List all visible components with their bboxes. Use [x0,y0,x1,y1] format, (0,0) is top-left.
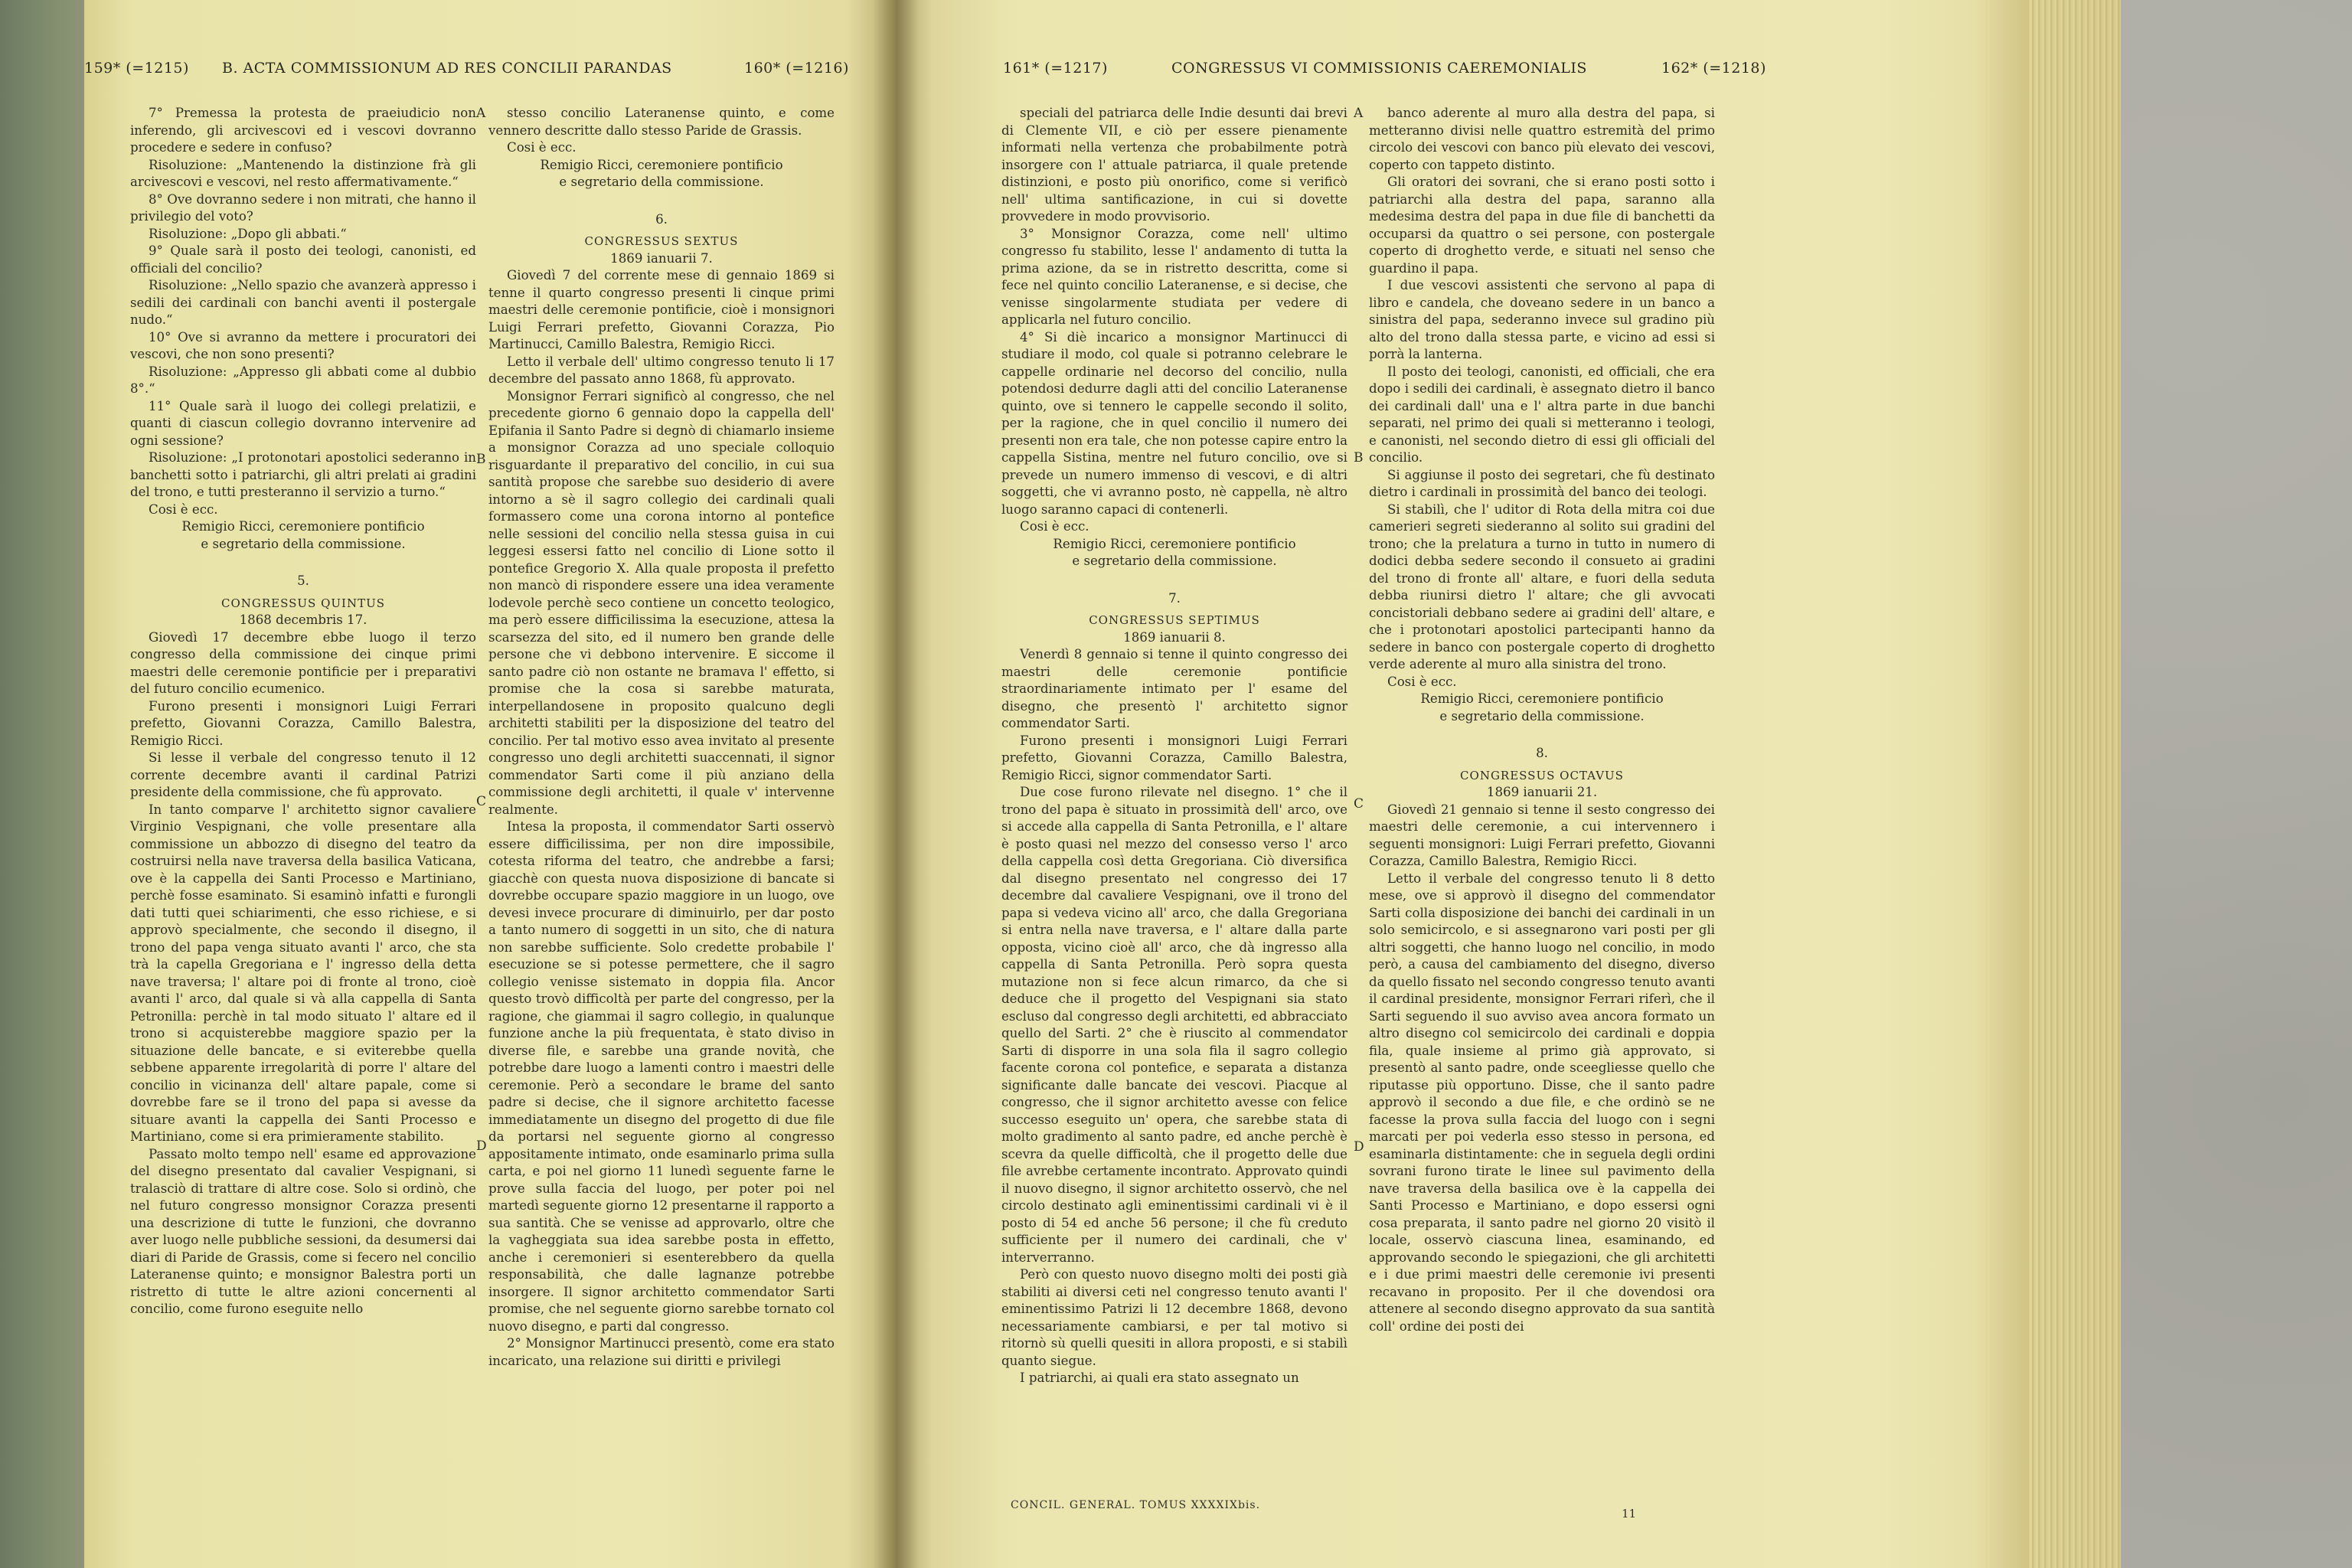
paragraph: I patriarchi, ai quali era stato assegnato un [1020,1370,1299,1385]
paragraph: 3° Monsignor Corazza, come nell' ultimo congresso fu stabilito, lesse l' andamento di tutta la prima azione, da se in ristretto descritta, come si fece nel quinto concilio Lateranense, e si decise, che venisse singolarmente studiata per vedere di applicarla nel futuro concilio. [1001,226,1348,327]
paragraph: Remigio Ricci, ceremoniere pontificio [1420,691,1664,706]
right-page-number: 161* (=1217) [1003,60,1108,77]
paragraph: 11° Quale sarà il luogo dei collegi prelatizii, e quanti di ciascun collegio dovranno intervenire ad ogni sessione? [130,398,476,448]
left-running-head: B. ACTA COMMISSIONUM AD RES CONCILII PARANDAS [222,60,672,77]
margin-marker-b: B [476,452,486,467]
margin-marker-c: C [1354,796,1364,812]
paragraph: banco aderente al muro alla destra del papa, si metteranno divisi nelle quattro estremità del primo circolo dei vescovi con banco più elevato dei vescovi, coperto con tappeto distinto. [1369,106,1715,172]
right-page [896,0,2121,1568]
paragraph: 6. [655,211,668,227]
paragraph: Monsignor Ferrari significò al congresso, che nel precedente giorno 6 gennaio dopo la cappella dell' Epifania il Santo Padre si degnò di chiamarlo insieme a monsignor Corazza ad uno speciale colloquio risguardante il preparativo del concilio, in cui sua santità propose che sarebbe suo desiderio di avere intorno a sè il sagro collegio dei cardinali quali formassero come una corona intorno al pontefice nelle sessioni del concilio nella stessa guisa in cui leggesi essersi fatto nel concilio di Lione sotto il pontefice Gregorio X. Alla quale proposta il prefetto non mancò di rispondere essere una idea veramente lodevole perchè seco contiene un concetto teologico, ma però essere difficilissima la esecuzione, attesa la scarsezza del sito, ed il numero ben grande delle persone che vi debbono intervenire. E siccome il santo padre ciò non ostante ne bramava l' effetto, si promise che la cosa si sarebbe maturata, interpellandosene in proposito qualcuno degli architetti stabiliti per la disposizione del teatro del concilio. Per tal motivo esso avea invitato al presente congresso uno degli architetti suaccennati, il signor commendator Sarti come il più anziano della commissione degli architetti, il quale v' intervenne realmente. [488,388,835,817]
paragraph: Cosi è ecc. [507,140,577,155]
paragraph: 1869 ianuarii 8. [1123,629,1226,645]
margin-marker-b: B [1354,450,1364,466]
paragraph: 2° Monsignor Martinucci presentò, come era stato incaricato, una relazione sui diritti e privilegi [488,1336,835,1368]
paragraph: e segretario della commissione. [1439,708,1645,724]
paragraph: Risoluzione: „Dopo gli abbati.“ [149,226,347,241]
left-column-2 [488,105,835,1370]
paragraph: Si stabilì, che l' uditor di Rota della mitra coi due camerieri segreti siederanno al solito sui gradini del trono; che la prelatura a turno in tutto in numero di dodici debba sedere secondo il consueto ai gradini del trono di fronte all' altare, e fuori della seduta debba riunirsi dietro l' altare; che gli avvocati concistoriali debbano sedere ai gradini dell' altare, e che i protonotari apostolici partecipanti hanno da sedere in banco con postergale coperto di droghetto verde aderente al muro alla sinistra del trono. [1369,501,1715,671]
paragraph: Risoluzione: „Nello spazio che avanzerà appresso i sedili dei cardinali con banchi aventi il postergale nudo.“ [130,278,476,327]
background-left [0,0,84,1568]
paragraph: Il posto dei teologi, canonisti, ed officiali, che era dopo i sedili dei cardinali, è assegnato dietro il banco dei cardinali dall' una e l' altra parte in due banchi separati, nel primo dei quali si metteranno i teologi, e canonisti, nel secondo dietro di essi gli officiali del concilio. [1369,364,1715,465]
margin-marker-d: D [476,1138,487,1154]
paragraph: 4° Si diè incarico a monsignor Martinucci di studiare il modo, col quale si potranno celebrare le cappelle ordinarie nel decorso del concilio, nulla potendosi dedurre dagli atti del concilio Lateranense quinto, ove si tennero le cappelle secondo il solito, per la ragione, che in quel concilio il numero dei presenti non era tale, che non potesse capire entro la cappella Sistina, mentre nel futuro concilio, ove si prevede un numero immenso di vescovi, e di altri soggetti, che vi avranno posto, nè cappella, nè altro luogo saranno capaci di contenerli. [1001,329,1348,517]
volume-footer: CONCIL. GENERAL. TOMUS XXXXIXbis. [1011,1499,1261,1511]
paragraph: Risoluzione: „I protonotari apostolici sederanno in banchetti sotto i patriarchi, gli altri prelati ai gradini del trono, e tutti presteranno il servizio a turno.“ [130,450,476,499]
paragraph: I due vescovi assistenti che servono al papa di libro e candela, che doveano sedere in un banco a sinistra del papa, sederanno invece sul gradino più alto del trono dalla stessa parte, e vicino ad essi si porrà la lanterna. [1369,278,1715,361]
right-page-number-alt: 162* (=1218) [1661,60,1766,77]
paragraph: Remigio Ricci, ceremoniere pontificio [1053,536,1296,551]
paragraph: Furono presenti i monsignori Luigi Ferrari prefetto, Giovanni Corazza, Camillo Balestra, Remigio Ricci. [130,698,476,748]
paragraph: Venerdì 8 gennaio si tenne il quinto congresso dei maestri delle ceremonie pontificie straordinariamente intimato per l' esame del disegno, che presentò l' architetto signor commendator Sarti. [1001,647,1348,730]
paragraph: Giovedì 7 del corrente mese di gennaio 1869 si tenne il quarto congresso presenti li cinque primi maestri delle ceremonie pontificie, cioè i monsignori Luigi Ferrari prefetto, Giovanni Corazza, Pio Martinucci, Camillo Balestra, Remigio Ricci. [488,268,835,351]
paragraph: Cosi è ecc. [1387,674,1457,689]
paragraph: Risoluzione: „Appresso gli abbati come al dubbio 8°.“ [130,364,476,396]
paragraph: 9° Quale sarà il posto dei teologi, canonisti, ed officiali del concilio? [130,243,476,276]
paragraph: CONGRESSUS SEXTUS [584,234,739,248]
paragraph: speciali del patriarca delle Indie desunti dai brevi di Clemente VII, e ciò per essere pienamente informati nella vertenza che probabilmente potrà insorgere con l' attuale patriarca, il quale pretende distinzioni, e posto più onorifico, come si verificò nell' ultima santificazione, in cui si dovette provvedere in modo provvisorio. [1001,106,1348,224]
paragraph: Si aggiunse il posto dei segretari, che fù destinato dietro i cardinali in prossimità del banco dei teologi. [1369,467,1715,499]
margin-marker-d: D [1354,1139,1364,1155]
paragraph: Gli oratori dei sovrani, che si erano posti sotto i patriarchi alla destra del papa, saranno alla medesima destra del papa in due file di banchetti da occuparsi da quattro o sei persone, con postergale coperto di droghetto verde, e situati nel senso che guardino il papa. [1369,175,1715,276]
right-running-head: CONGRESSUS VI COMMISSIONIS CAEREMONIALIS [1171,60,1587,77]
paragraph: 1869 ianuarii 7. [610,250,713,266]
paragraph: CONGRESSUS OCTAVUS [1460,768,1624,782]
paragraph: Cosi è ecc. [149,501,218,517]
paragraph: 1869 ianuarii 21. [1486,785,1598,799]
paragraph: 7. [1168,590,1181,606]
paragraph: 10° Ove si avranno da mettere i procuratori dei vescovi, che non sono presenti? [130,329,476,361]
left-page-number: 159* (=1215) [84,60,189,77]
paragraph: Cosi è ecc. [1020,519,1089,534]
paragraph: e segretario della commissione. [1072,554,1277,568]
paragraph: Furono presenti i monsignori Luigi Ferrari prefetto, Giovanni Corazza, Camillo Balestra, Remigio Ricci, signor commendator Sarti. [1001,733,1348,782]
margin-marker-a: A [1354,106,1364,121]
paragraph: 1868 decembris 17. [239,612,368,627]
paragraph: Remigio Ricci, ceremoniere pontificio [181,519,425,534]
left-page [84,0,896,1568]
paragraph: CONGRESSUS SEPTIMUS [1089,613,1260,627]
paragraph: Passato molto tempo nell' esame ed approvazione del disegno presentato dal cavalier Vespignani, si tralasciò di trattare di altre cose. Solo si ordinò, che nel futuro congresso monsignor Corazza presenti una descrizione di tutte le funzioni, che dovranno aver luogo nelle pubbliche sessioni, da desumersi dai diari di Paride de Grassis, come si fecero nel concilio Lateranense quinto; e monsignor Balestra porti un ristretto di tutte le altre azioni concernenti al concilio, come furono eseguite nello [130,1146,476,1316]
right-column-2 [1369,105,1715,1335]
signature-number: 11 [1622,1507,1637,1521]
page-edges [2029,0,2121,1568]
paragraph: e segretario della commissione. [559,175,764,189]
paragraph: Si lesse il verbale del congresso tenuto il 12 corrente decembre avanti il cardinal Patrizi presidente della commissione, che fù approvato. [130,750,476,799]
paragraph: Però con questo nuovo disegno molti dei posti già stabiliti ai diversi ceti nel congresso tenuto avanti l' eminentissimo Patrizi li 12 decembre 1868, devono necessariamente cambiarsi, e per tal motivo si ritornò sù quelli quesiti in allora proposti, e si stabilì quanto siegue. [1001,1267,1348,1368]
paragraph: 5. [297,573,309,588]
paragraph: Giovedì 21 gennaio si tenne il sesto congresso dei maestri delle ceremonie, a cui intervennero i seguenti monsignori: Luigi Ferrari prefetto, Giovanni Corazza, Camillo Balestra, Remigio Ricci. [1369,802,1715,868]
paragraph: Letto il verbale dell' ultimo congresso tenuto li 17 decembre del passato anno 1868, fù approvato. [488,354,835,386]
margin-marker-c: C [476,794,487,809]
left-column-1 [130,105,476,1318]
paragraph: Risoluzione: „Mantenendo la distinzione frà gli arcivescovi e vescovi, nel resto affermativamente.“ [130,157,476,189]
paragraph: Due cose furono rilevate nel disegno. 1° che il trono del papa è situato in prossimità dell' arco, ove si accede alla cappella di Santa Petronilla, e l' altare è posto quasi nel mezzo del consesso verso l' arco della cappella così detta Gregoriana. Ciò diversifica dal disegno presentato nel congresso dei 17 decembre dal cavaliere Vespignani, ove il trono del papa si vedeva vicino all' arco, che dalla Gregoriana si entra nella nave traversa, e l' altare dalla parte opposta, vicino cioè all' arco, che dà ingresso alla cappella di Santa Petronilla. Però sopra questa mutazione non si fece alcun rimarco, da che si deduce che il progetto del Vespignani sia stato escluso dal congresso degli architetti, ed abbracciato quello del Sarti. 2° che è riuscito al commendator Sarti di disporre in una sola fila il sagro collegio facente corona col pontefice, e separata a distanza significante dalle bancate dei vescovi. Piacque al congresso, che il signor architetto avesse con felice successo eseguito un' opera, che sarebbe stata di molto gradimento al santo padre, ed anche perchè è scevra da quelle difficoltà, che il progetto delle due file avrebbe certamente incontrato. Approvato quindi il nuovo disegno, il signor architetto osservò, che nel circolo destinato agli eminentissimi cardinali vi è il posto di 54 ed anche 56 persone; il che fù creduto sufficiente per il numero dei cardinali, che v' interverranno. [1001,785,1348,1265]
book-gutter [873,0,919,1568]
paragraph: CONGRESSUS QUINTUS [220,596,385,610]
paragraph: Giovedì 17 decembre ebbe luogo il terzo congresso della commissione dei cinque primi maestri delle ceremonie pontificie per i preparativi del futuro concilio ecumenico. [130,629,476,696]
paragraph: 8. [1536,746,1548,760]
paragraph: stesso concilio Lateranense quinto, e come vennero descritte dallo stesso Paride de Grassis. [488,106,835,138]
paragraph: 7° Premessa la protesta de praeiudicio non inferendo, gli arcivescovi ed i vescovi dovranno procedere e sedere in confuso? [130,106,476,155]
paragraph: e segretario della commissione. [201,536,406,551]
paragraph: Remigio Ricci, ceremoniere pontificio [540,157,783,172]
paragraph: 8° Ove dovranno sedere i non mitrati, che hanno il privilegio del voto? [130,191,476,224]
paragraph: In tanto comparve l' architetto signor cavaliere Virginio Vespignani, che volle presentare alla commissione un abbozzo di disegno del teatro da costruirsi nella nave traversa della basilica Vaticana, ove è la cappella dei Santi Processo e Martiniano, perchè fosse esaminato. Si esaminò infatti e furongli dati tutti quei schiarimenti, che esso richiese, e si approvò specialmente, che secondo il disegno, il trono del papa venga situato avanti l' arco, che sta trà la capella Gregoriana e l' ingresso della detta nave traversa; l' altare poi di fronte al trono, cioè avanti l' arco, dal quale si và alla cappella di Santa Petronilla: perchè in tal modo situato l' altare ed il trono si acquisterebbe maggiore spazio per la situazione delle bancate, e si eviterebbe quella sebbene apparente irregolarità di porre l' altare del concilio in vicinanza dell' altare papale, come si dovrebbe fare se il trono del papa si avesse da situare avanti la cappella dei Santi Processo e Martiniano, come si era primieramente stabilito. [130,802,476,1144]
margin-marker-a: A [476,106,486,121]
left-page-number-alt: 160* (=1216) [744,60,849,77]
paragraph: Letto il verbale del congresso tenuto li 8 detto mese, ove si approvò il disegno del commendator Sarti colla disposizione dei banchi dei cardinali in un solo semicircolo, e si assegnarono vari posti per gli altri soggetti, che hanno luogo nel concilio, in modo però, a causa del cambiamento del disegno, diverso da quello fissato nel secondo congresso tenuto avanti il cardinal presidente, monsignor Ferrari riferì, che il Sarti seguendo il suo avviso avea ancora formato un altro disegno col semicircolo dei cardinali e doppia fila, quale insieme al primo già approvato, si presentò al santo padre, onde sceegliesse quello che riputasse più opportuno. Disse, che il santo padre approvò il secondo a due file, e che ordinò se ne facesse la prova sulla faccia del luogo con i segni marcati per poi vederla esso stesso in persona, ed esaminarla distintamente: che in seguela degli ordini sovrani furono tirate le linee sul pavimento della nave traversa della basilica ove è la cappella dei Santi Processo e Martiniano, e dopo essersi ogni cosa preparata, il santo padre nel giorno 20 visitò il locale, osservò ciascuna linea, esaminando, ed approvando secondo le spiegazioni, che gli architetti e i due primi maestri delle ceremonie ivi presenti recavano in proposito. Per il che dovendosi ora attenere al secondo disegno approvato da sua santità coll' ordine dei posti dei [1369,871,1715,1334]
background-board [2121,0,2352,1568]
right-column-1 [1001,105,1348,1387]
paragraph: Intesa la proposta, il commendator Sarti osservò essere difficilissima, per non dire impossibile, cotesta riforma del teatro, che andrebbe a farsi; giacchè con questa nuova disposizione di bancate si dovrebbe occupare spazio maggiore in un luogo, ove devesi invece procurare di diminuirlo, per dar posto a tanto numero di soggetti in un sito, che di natura non sarebbe sufficiente. Solo credette probabile l' esecuzione se si potesse permettere, che il sagro collegio venisse sistemato in doppia fila. Ancor questo trovò difficoltà per parte del congresso, per la ragione, che giammai il sagro collegio, in qualunque funzione anche la più frequentata, è stato diviso in diverse file, e sarebbe una grande novità, che potrebbe dare luogo a lamenti contro i maestri delle ceremonie. Però a secondare le brame del santo padre si decise, che il signore architetto facesse immediatamente un disegno del progetto di due file da portarsi nel seguente giorno al congresso appositamente intimato, onde esaminarlo prima sulla carta, e poi nel giorno 11 lunedì seguente farne le prove sulla faccia del luogo, per poter poi nel martedì seguente giorno 12 presentarne il rapporto a sua santità. Che se venisse ad approvarlo, oltre che la vagheggiata sua idea sarebbe posta in effetto, anche i ceremonieri si esenterebbero da quella responsabilità, che dalle lagnanze potrebbe insorgere. Il signor architetto commendator Sarti promise, che nel seguente giorno sarebbe tornato col nuovo disegno, e parti dal congresso. [488,819,835,1334]
